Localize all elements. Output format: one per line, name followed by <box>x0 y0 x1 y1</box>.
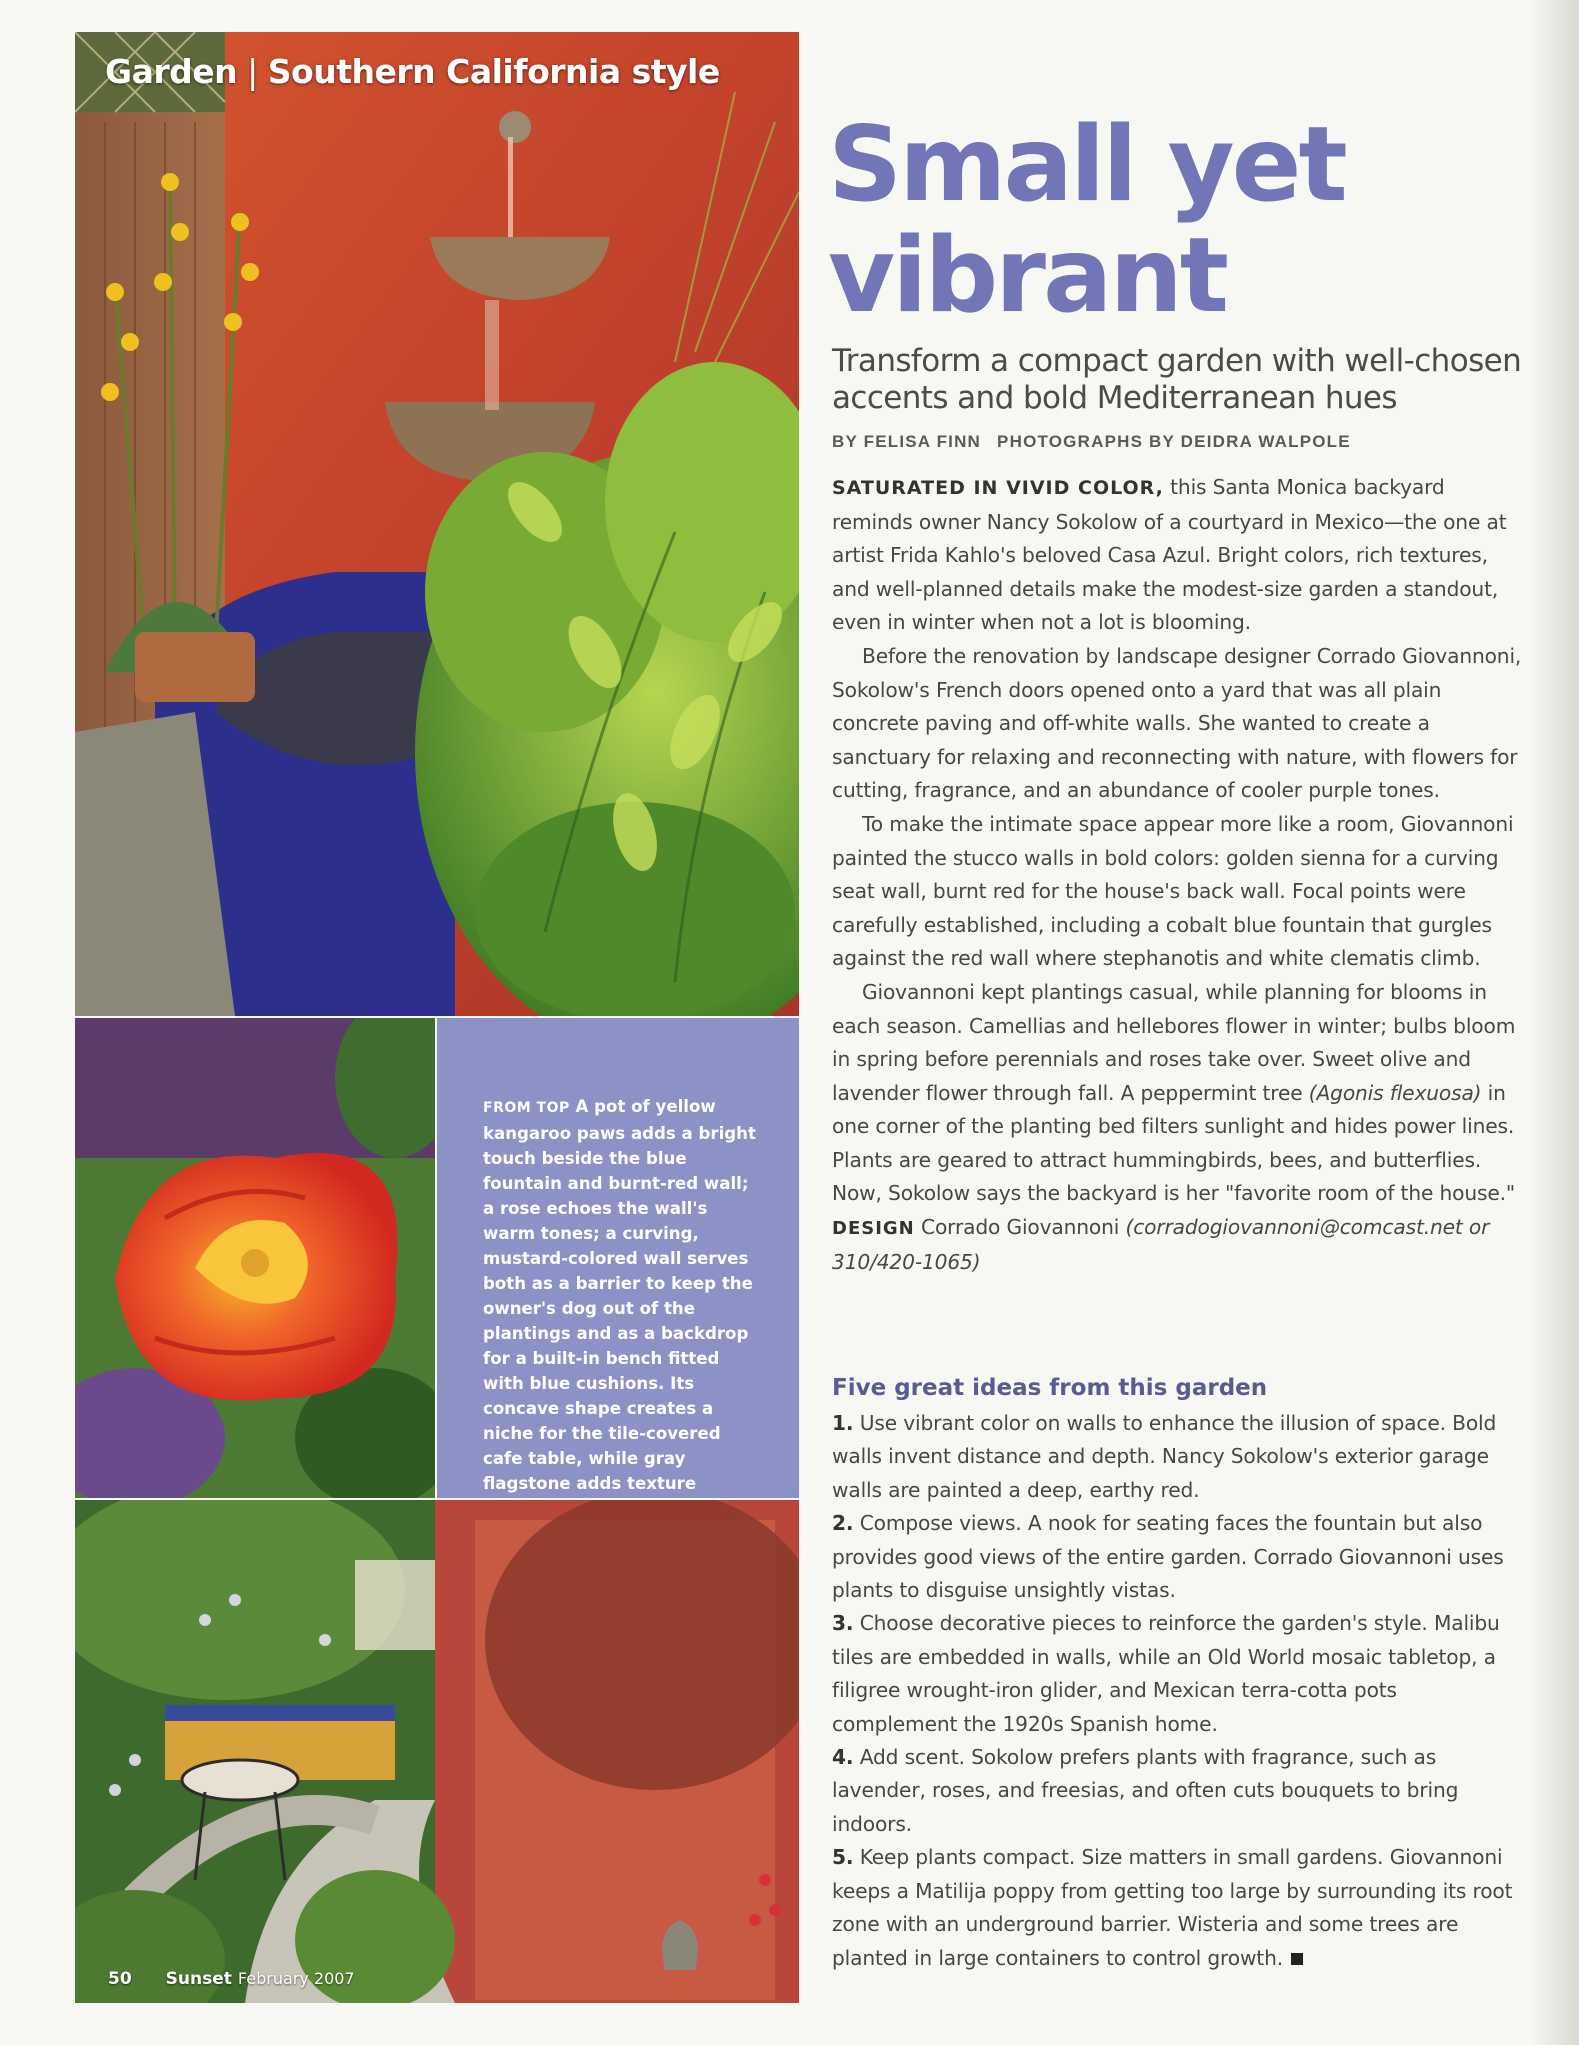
section-topic: Southern California style <box>267 52 720 91</box>
magazine-name: Sunset <box>165 1969 232 1989</box>
section-separator: | <box>247 52 258 91</box>
section-name: Garden <box>105 52 238 91</box>
folio <box>108 1969 355 1989</box>
design-credit <box>832 1211 1522 1279</box>
caption-lead: FROM TOP <box>483 1100 570 1116</box>
issue-date: February 2007 <box>237 1969 355 1988</box>
caption-box <box>437 1018 799 1498</box>
designer-contact: (corradogiovannoni@comcast.net or 310/420-1065) <box>832 1215 1490 1274</box>
courtyard-photo <box>75 1500 799 2003</box>
idea-text: Choose decorative pieces to reinforce the garden's style. Malibu tiles are embedded in walls, while an Old World mosaic tabletop, a filigree wrought-iron glider, and Mexican terra-cotta pots complement the 1920s Spanish home. <box>832 1611 1500 1736</box>
idea-text: Add scent. Sokolow prefers plants with fragrance, such as lavender, roses, and freesias, and often cuts bouquets to bring indoors. <box>832 1745 1459 1836</box>
paragraph-4-text-b: in one corner of the planting bed filters sunlight and hides power lines. Plants are geared to attract hummingbirds, bees, and butterflies. Now, Sokolow says the backyard is her "favorite room of the house." <box>832 1080 1516 1206</box>
rose-photo <box>75 1018 435 1498</box>
idea-text: Use vibrant color on walls to enhance the illusion of space. Bold walls invent distance and depth. Nancy Sokolow's exterior garage walls are painted a deep, earthy red. <box>832 1411 1497 1502</box>
deck: Transform a compact garden with well-chosen accents and bold Mediterranean hues <box>832 343 1522 416</box>
idea-item <box>832 1407 1522 1507</box>
paragraph-1-text: this Santa Monica backyard reminds owner Nancy Sokolow of a courtyard in Mexico—the one at artist Frida Kahlo's beloved Casa Azul. Bright colors, rich textures, and well-planned details make the modest-size garden a standout, even in winter when not a lot is blooming. <box>832 475 1507 635</box>
idea-number: 4. <box>832 1745 854 1770</box>
paragraph-4-italic: (Agonis flexuosa) <box>1308 1080 1482 1105</box>
paragraph-1 <box>832 471 1522 640</box>
article-body <box>832 471 1522 1279</box>
end-mark-icon <box>1291 1953 1303 1965</box>
idea-number: 2. <box>832 1511 854 1536</box>
page-number: 50 <box>108 1969 132 1989</box>
paragraph-4-text-a: Giovannoni kept plantings casual, while planning for blooms in each season. Camellias and hellebores flower in winter; bulbs bloom in spring before perennials and roses take over. Sweet olive and lavender flower through fall. A peppermint tree <box>832 979 1516 1105</box>
paragraph-4 <box>832 976 1522 1211</box>
photo-caption <box>483 1094 763 1521</box>
byline-photos: PHOTOGRAPHS BY DEIDRA WALPOLE <box>997 432 1351 451</box>
idea-number: 5. <box>832 1845 854 1870</box>
page-edge-shadow <box>1531 0 1579 2045</box>
idea-number: 1. <box>832 1411 854 1435</box>
paragraph-2: Before the renovation by landscape designer Corrado Giovannoni, Sokolow's French doors opened onto a yard that was all plain concrete paving and off-white walls. She wanted to create a sanctuary for relaxing and reconnecting with nature, with flowers for cutting, fragrance, and an abundance of cooler purple tones. <box>832 643 1522 803</box>
caption-text: A pot of yellow kangaroo paws adds a bright touch beside the blue fountain and burnt-red wall; a rose echoes the wall's warm tones; a curving, mustard-colored wall serves both as a barrier to keep the owner's dog out of the plantings and as a backdrop for a built-in bench fitted with blue cushions. Its concave shape creates a niche for the tile-covered cafe table, while gray flagstone adds texture <box>483 1097 756 1493</box>
idea-item <box>832 1741 1522 1841</box>
section-label <box>105 52 720 91</box>
design-label: DESIGN <box>832 1218 915 1240</box>
photo-column <box>75 32 799 2003</box>
headline-line-1: Small yet <box>828 105 1345 225</box>
headline <box>828 105 1528 336</box>
paragraph-3: To make the intimate space appear more like a room, Giovannoni painted the stucco walls in bold colors: golden sienna for a curving seat wall, burnt red for the house's back wall. Focal points were carefully established, including a cobalt blue fountain that gurgles against the red wall where stephanotis and white clematis climb. <box>832 811 1514 971</box>
ideas-title: Five great ideas from this garden <box>832 1375 1268 1401</box>
fountain-photo <box>75 32 799 1016</box>
headline-line-2: vibrant <box>828 216 1227 336</box>
idea-item <box>832 1607 1522 1741</box>
idea-text: Compose views. A nook for seating faces the fountain but also provides good views of the entire garden. Corrado Giovannoni uses plants to disguise unsightly vistas. <box>832 1511 1504 1603</box>
idea-text: Keep plants compact. Size matters in small gardens. Giovannoni keeps a Matilija poppy from getting too large by surrounding its root zone with an underground barrier. Wisteria and some trees are planted in large containers to control growth. <box>832 1845 1513 1970</box>
idea-number: 3. <box>832 1611 854 1636</box>
idea-item <box>832 1507 1522 1607</box>
designer-name: Corrado Giovannoni <box>914 1215 1126 1240</box>
byline-author: BY FELISA FINN <box>832 432 982 451</box>
lead-in: SATURATED IN VIVID COLOR, <box>832 477 1164 499</box>
idea-item <box>832 1841 1522 1975</box>
byline <box>832 432 1532 452</box>
ideas-list <box>832 1407 1522 1975</box>
